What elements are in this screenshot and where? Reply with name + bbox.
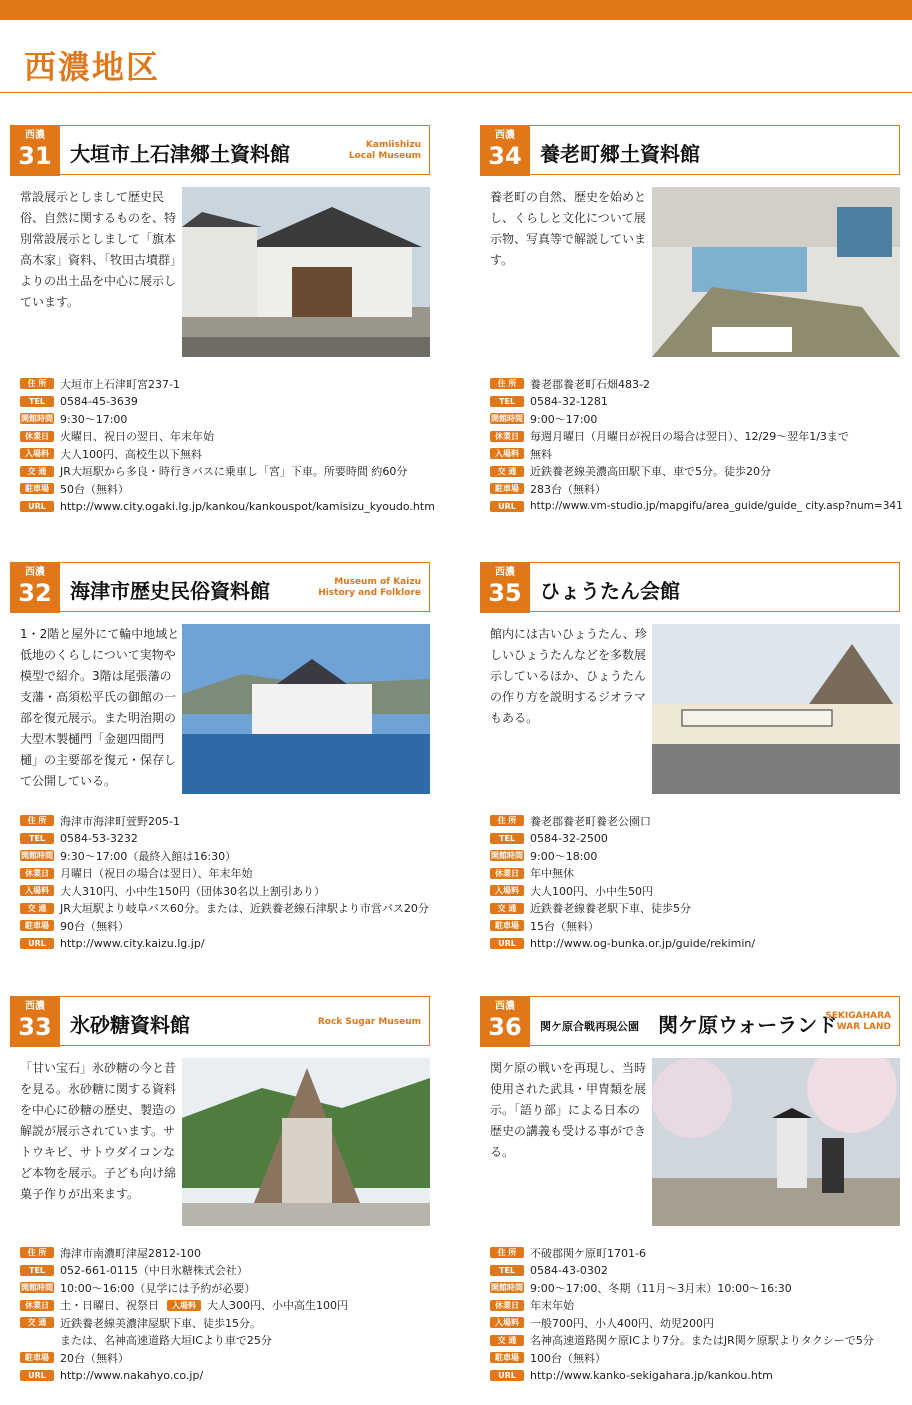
region-label: 西濃 (495, 567, 515, 578)
region-label: 西濃 (25, 130, 45, 141)
card-description: 1・2階と屋外にて輪中地域と低地のくらしについて実物や模型で紹介。3階は尾張藩の支藩・高須松平氏の御館の一部を復元展示。また明治期の大型木製樋門「金廻四間門樋」の主要部を復元・保存して公開している。 (20, 627, 180, 788)
info-table: 住 所 海津市南濃町津屋2812-100 TEL 052-661-0115（中日氷糖株式会社） 開館時間 10:00～16:00（見学には予約が必要） 休業日 土・日曜日、祝祭日 入場料 大人300円、小中高生100円 交 通 近鉄養老線美濃津屋駅下車、徒歩15分。 または、名神高速道路大垣ICより車で25分 駐車場 20台（無料） URL http://www.nakahyo.co.jp/ (21, 1246, 348, 1382)
number-badge (480, 126, 530, 176)
card-header (10, 996, 430, 1046)
museum-photo (182, 624, 430, 794)
number-badge (480, 997, 530, 1047)
page-header (0, 20, 912, 93)
museum-photo (182, 187, 430, 357)
museum-card-35 (480, 562, 900, 962)
card-header (10, 125, 430, 175)
card-number: 34 (488, 142, 522, 170)
card-title: ひょうたん会館 (540, 579, 680, 603)
english-name: SEKIGAHARA WAR LAND (825, 1011, 891, 1032)
card-title: 大垣市上石津郷土資料館 (70, 142, 290, 166)
website-link[interactable]: http://www.vm-studio.jp/mapgifu/area_guide/guide_ city.asp?num=341 (530, 500, 903, 513)
card-description: 養老町の自然、歴史を始めとし、くらしと文化について展示物、写真等で解説しています。 (490, 190, 647, 267)
region-label: 西濃 (25, 1001, 45, 1012)
number-badge (10, 563, 60, 613)
number-badge (480, 563, 530, 613)
card-subtitle: 関ケ原合戦再現公園 (540, 1020, 639, 1033)
website-link[interactable]: http://www.nakahyo.co.jp/ (60, 1368, 204, 1382)
top-color-band (0, 0, 912, 20)
number-badge (10, 126, 60, 176)
museum-photo (652, 624, 900, 794)
card-header (480, 562, 900, 612)
card-description: 常設展示としまして歴史民俗、自然に関するものを、特別常設展示としまして「旗本 高木家」資料、「牧田古墳群」よりの出土品を中心に展示しています。 (20, 190, 177, 309)
card-number: 31 (18, 142, 52, 170)
english-name: Rock Sugar Museum (317, 1017, 421, 1027)
website-link[interactable]: http://www.og-bunka.or.jp/guide/rekimin/ (530, 936, 756, 950)
card-title: 氷砂糖資料館 (70, 1013, 190, 1037)
region-label: 西濃 (495, 130, 515, 141)
region-label: 西濃 (25, 567, 45, 578)
number-badge (10, 997, 60, 1047)
museum-card-31 (10, 125, 435, 525)
card-header (10, 562, 430, 612)
info-table: 住 所 海津市海津町萱野205-1 TEL 0584-53-3232 開館時間 9:30～17:00（最終入館は16:30） 休業日 月曜日（祝日の場合は翌日）、年末年始 入場料 大人310円、小中生150円（団体30名以上割引あり） 交 通 JR大垣駅より岐阜バス60分。または、近鉄養老線石津駅より市営バス20分 駐車場 90台（無料） URL http://www.city.kaizu.lg.jp/ (21, 814, 429, 950)
region-label: 西濃 (495, 1001, 515, 1012)
card-number: 32 (18, 579, 52, 607)
card-description: 関ケ原の戦いを再現し、当時使用された武具・甲冑類を展示。「語り部」による日本の歴史の講義も受ける事ができる。 (490, 1061, 647, 1159)
card-title: 海津市歴史民俗資料館 (70, 579, 270, 603)
card-header (480, 996, 900, 1046)
card-header (480, 125, 900, 175)
info-table: 住 所 不破郡関ケ原町1701-6 TEL 0584-43-0302 開館時間 9:00～17:00、冬期（11月～3月末）10:00～16:30 休業日 年末年始 入場料 一般700円、小人400円、幼児200円 交 通 名神高速道路関ケ原ICより7分。またはJR関ケ原駅よりタクシーで5分 駐車場 100台（無料） URL http://www.kanko-sekigahara.jp/kankou.htm (491, 1246, 874, 1382)
website-link[interactable]: http://www.city.ogaki.lg.jp/kankou/kankouspot/kamisizu_kyoudo.htm (60, 499, 435, 513)
museum-card-36 (480, 996, 900, 1396)
museum-card-33 (10, 996, 430, 1396)
card-number: 36 (488, 1013, 522, 1041)
card-number: 33 (18, 1013, 52, 1041)
museum-card-34 (480, 125, 903, 525)
english-name: Museum of Kaizu History and Folklore (318, 577, 421, 598)
info-table: 住 所 大垣市上石津町宮237-1 TEL 0584-45-3639 開館時間 9:30～17:00 休業日 火曜日、祝日の翌日、年末年始 入場料 大人100円、高校生以下無料 交 通 JR大垣駅から多良・時行きバスに乗車し「宮」下車。所要時間 約60分 駐車場 50台（無料） URL http://www.city.ogaki.lg.jp/kankou/kankouspot/kamisizu_kyoudo.htm (21, 377, 435, 513)
info-table: 住 所 養老郡養老町石畑483-2 TEL 0584-32-1281 開館時間 9:00～17:00 休業日 毎週月曜日（月曜日が祝日の場合は翌日）、12/29～翌年1/3まで 入場料 無料 交 通 近鉄養老線美濃高田駅下車、車で5分。徒歩20分 駐車場 283台（無料） URL http://www.vm-studio.jp/mapgifu/area_guide/guide_ city.asp?num=341 (491, 377, 903, 513)
website-link[interactable]: http://www.city.kaizu.lg.jp/ (60, 936, 205, 950)
card-title: 養老町郷土資料館 (540, 142, 700, 166)
museum-photo (652, 1058, 900, 1226)
museum-photo (652, 187, 900, 357)
card-title: 関ケ原ウォーランド (658, 1013, 838, 1037)
page-title: 西濃地区 (24, 48, 161, 86)
museum-card-32 (10, 562, 430, 962)
english-name: Kamiishizu Local Museum (348, 140, 421, 161)
card-description: 館内には古いひょうたん、珍しいひょうたんなどを多数展示しているほか、ひょうたんの作り方を説明するジオラマもある。 (490, 627, 647, 725)
info-table: 住 所 養老郡養老町養老公園口 TEL 0584-32-2500 開館時間 9:00～18:00 休業日 年中無休 入場料 大人100円、小中生50円 交 通 近鉄養老線養老駅下車、徒歩5分 駐車場 15台（無料） URL http://www.og-bunka.or.jp/guide/rekimin/ (491, 814, 756, 950)
museum-photo (182, 1058, 430, 1226)
card-description: 「甘い宝石」氷砂糖の今と昔を見る。氷砂糖に関する資料を中心に砂糖の歴史、製造の解説が展示されています。サトウキビ、サトウダイコンなど本物を展示。子ども向け綿菓子作りが出来ます。 (20, 1061, 177, 1201)
card-number: 35 (488, 579, 522, 607)
website-link[interactable]: http://www.kanko-sekigahara.jp/kankou.htm (530, 1368, 773, 1382)
